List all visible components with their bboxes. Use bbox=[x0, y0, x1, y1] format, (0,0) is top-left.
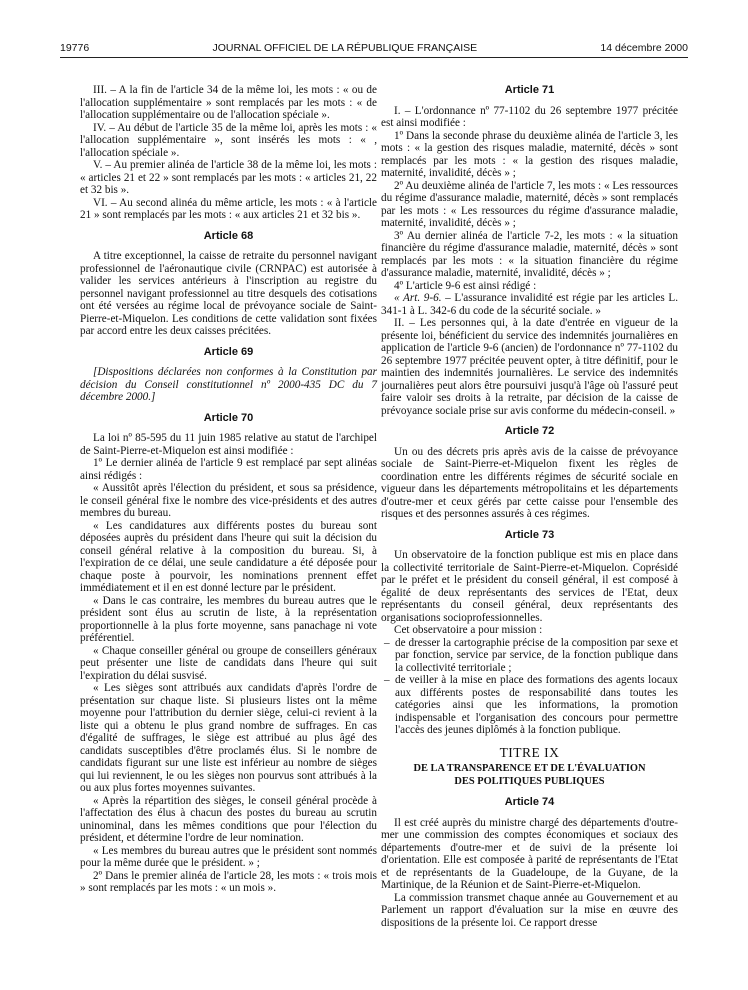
page-number: 19776 bbox=[60, 42, 90, 54]
article-70-paragraph-3: « Aussitôt après l'élection du président, et sous sa présidence, le conseil général fixe le nombre des vice-présidents et des autres membres du bureau. bbox=[80, 482, 377, 519]
journal-title: JOURNAL OFFICIEL DE LA RÉPUBLIQUE FRANÇAISE bbox=[212, 42, 478, 54]
article-69-paragraph: [Dispositions déclarées non conformes à la Constitution par décision du Conseil constitutionnel nº 2000-435 DC du 7 décembre 2000.] bbox=[80, 366, 377, 403]
publication-date: 14 décembre 2000 bbox=[600, 42, 688, 54]
article-71-paragraph-3: 2º Au deuxième alinéa de l'article 7, les mots : « Les ressources du régime d'assurance maladie, maternité, décès » sont remplacés par les mots : « Les ressources du régime d'assurance maladie, maternité, invalidité, décès » ; bbox=[381, 179, 678, 229]
paragraph-v: V. – Au premier alinéa de l'article 38 de la même loi, les mots : « articles 21 et 22 » sont remplacés par les mots : « articles 21, 22 et 32 bis ». bbox=[80, 159, 377, 196]
right-column bbox=[381, 84, 678, 929]
article-68-heading: Article 68 bbox=[203, 229, 254, 242]
article-70-paragraph-2: 1º Le dernier alinéa de l'article 9 est remplacé par sept alinéas ainsi rédigés : bbox=[80, 457, 377, 482]
article-9-6-text: – L'assurance invalidité est régie par les articles L. 341-1 à L. 342-6 du code de la sécurité sociale. » bbox=[381, 292, 679, 317]
article-71-heading: Article 71 bbox=[504, 84, 555, 96]
left-column bbox=[80, 84, 377, 895]
article-70-paragraph-6: « Chaque conseiller général ou groupe de conseillers généraux peut présenter une liste de candidats dans l'heure qui suit l'expiration du délai susvisé. bbox=[80, 644, 377, 682]
article-73-heading: Article 73 bbox=[504, 528, 555, 541]
article-74-paragraph-1: Il est créé auprès du ministre chargé des départements d'outre-mer une commission des comptes économiques et sociaux des départements d'outre-mer et de suivi de la présente loi d'orientation. Elle est composée à parité de représentants de l'Etat et de représentants de la Guadeloupe, de la Guyane, de la Martinique, de la Réunion et de Saint-Pierre-et-Miquelon. bbox=[381, 816, 678, 891]
article-70-paragraph-7: « Les sièges sont attribués aux candidats d'après l'ordre de présentation sur chaque liste. Si plusieurs listes ont la même moyenne pour l'attribution du dernier siège, celui-ci revient à la liste qui a obtenu le plus grand nombre de suffrages. En cas d'égalité de suffrages, le siège est attribué au plus âgé des candidats susceptibles d'être proclamés élus. Si le nombre de candidats figurant sur une liste est inférieur au nombre de sièges qui lui reviennent, le ou les sièges non pourvus sont attribués à la ou aux plus fortes moyennes suivantes. bbox=[80, 682, 377, 794]
article-71-paragraph-7: II. – Les personnes qui, à la date d'entrée en vigueur de la présente loi, bénéficient du service des indemnités journalières en application de l'article 9-6 (ancien) de l'ordonnance nº 77-1102 du 26 septembre 1977 précitée peuvent opter, à titre définitif, pour le maintien des indemnités journalières. Le service des indemnités journalières peut alors être poursuivi jusqu'à l'âge où l'assuré peut faire valoir ses droits à la retraite, par décision de la caisse de prévoyance sociale prise sur avis conforme du médecin-conseil. » bbox=[381, 317, 678, 417]
paragraph-vi: VI. – Au second alinéa du même article, les mots : « à l'article 21 » sont remplacés par les mots : « aux articles 21 et 32 bis ». bbox=[80, 196, 377, 221]
titre-heading: TITRE IX bbox=[499, 744, 560, 760]
article-70-paragraph-4: « Les candidatures aux différents postes du bureau sont déposées auprès du président dans l'heure qui suit la décision du conseil général relative à la composition du bureau. Si, à l'expiration de ce délai, une seule candidature a été déposée pour chaque poste à pourvoir, les nominations prennent effet immédiatement et il en est donné lecture par le président. bbox=[80, 519, 377, 594]
article-9-6-label: « Art. 9-6. bbox=[394, 292, 442, 304]
article-70-paragraph-1: La loi nº 85-595 du 11 juin 1985 relative au statut de l'archipel de Saint-Pierre-et-Miquelon est ainsi modifiée : bbox=[80, 432, 377, 457]
paragraph-iv: IV. – Au début de l'article 35 de la même loi, après les mots : « l'allocation supplémentaire », sont insérés les mots : « , l'allocation spéciale ». bbox=[80, 121, 377, 159]
article-71-paragraph-1: I. – L'ordonnance nº 77-1102 du 26 septembre 1977 précitée est ainsi modifiée : bbox=[381, 104, 678, 129]
article-71-paragraph-6 bbox=[381, 292, 678, 317]
article-71-paragraph-2: 1º Dans la seconde phrase du deuxième alinéa de l'article 3, les mots : « la gestion des risques maladie, maternité, décès » sont remplacés par les mots : « la gestion des risques maladie, maternité, invalidité, décès » ; bbox=[381, 129, 678, 179]
article-70-paragraph-8: « Après la répartition des sièges, le conseil général procède à l'affectation des élus à chacun des postes du bureau au scrutin uninominal, dans les mêmes conditions que pour l'élection du président, et détermine l'ordre de leur nomination. bbox=[80, 794, 377, 844]
article-73-paragraph-1: Un observatoire de la fonction publique est mis en place dans la collectivité territoriale de Saint-Pierre-et-Miquelon. Coprésidé par le préfet et le président du conseil général, il est composé à égalité de deux représentants des services de l'Etat, deux représentants du conseil général, deux représentants des organisations socioprofessionnelles. bbox=[381, 549, 678, 624]
article-71-paragraph-5: 4º L'article 9-6 est ainsi rédigé : bbox=[394, 279, 537, 292]
titre-subheading-line-1: DE LA TRANSPARENCE ET DE L'ÉVALUATION bbox=[413, 763, 646, 774]
article-70-heading: Article 70 bbox=[203, 411, 254, 424]
article-70-paragraph-5: « Dans le cas contraire, les membres du bureau autres que le président sont élus au scrutin de liste, à la représentation proportionnelle à la plus forte moyenne, sans panachage ni vote préférentiel. bbox=[80, 594, 377, 644]
article-71-paragraph-4: 3º Au dernier alinéa de l'article 7-2, les mots : « la situation financière du régime d'assurance maladie, maternité, décès » sont remplacés par les mots : « la situation financière du régime d'assurance maladie, maternité, invalidité, décès » ; bbox=[381, 229, 678, 279]
article-72-heading: Article 72 bbox=[504, 425, 555, 437]
titre-subheading bbox=[381, 763, 678, 788]
list-item: – de dresser la cartographie précise de la composition par sexe et par fonction, service par service, de la fonction publique dans la collectivité territoriale ; bbox=[381, 637, 678, 675]
article-69-heading: Article 69 bbox=[203, 345, 254, 358]
article-73-paragraph-2: Cet observatoire a pour mission : bbox=[394, 624, 543, 636]
article-72-paragraph: Un ou des décrets pris après avis de la caisse de prévoyance sociale de Saint-Pierre-et-Miquelon fixent les règles de coordination entre les différents régimes de sécurité sociale en vigueur dans les départements métropolitains et les départements d'outre-mer et ceux gérés par cette caisse pour l'ensemble des risques et des personnes assurés à ces régimes. bbox=[381, 445, 678, 520]
article-74-heading: Article 74 bbox=[504, 796, 555, 808]
titre-subheading-line-2: DES POLITIQUES PUBLIQUES bbox=[454, 775, 605, 787]
article-70-paragraph-10: 2º Dans le premier alinéa de l'article 28, les mots : « trois mois » sont remplacés par les mots : « un mois ». bbox=[80, 869, 377, 894]
list-item: – de veiller à la mise en place des formations des agents locaux aux différents postes de responsabilité dans toutes les catégories ainsi que les informations, la promotion indispensable et l'organisation des concours pour permettre l'accès des jeunes diplômés à la fonction publique. bbox=[381, 674, 678, 737]
article-70-paragraph-9: « Les membres du bureau autres que le président sont nommés pour la même durée que le président. » ; bbox=[80, 844, 377, 869]
article-68-paragraph: A titre exceptionnel, la caisse de retraite du personnel navigant professionnel de l'aéronautique civile (CRNPAC) est autorisée à valider les services antérieurs à l'inscription au registre du personnel navigant professionnel au titre desquels des cotisations ont été versées au régime local de prévoyance sociale de Saint-Pierre-et-Miquelon. Les conditions de cette validation sont fixées par accord entre les deux caisses précitées. bbox=[80, 250, 377, 337]
header-divider bbox=[60, 57, 688, 58]
mission-list bbox=[381, 637, 678, 737]
paragraph-iii: III. – A la fin de l'article 34 de la même loi, les mots : « ou de l'allocation supplémentaire » sont remplacés par les mots : « de l'allocation supplémentaire ou de l'allocation spéciale ». bbox=[80, 84, 377, 121]
article-74-paragraph-2: La commission transmet chaque année au Gouvernement et au Parlement un rapport d'évaluation sur la mise en œuvre des dispositions de la présente loi. Ce rapport dresse bbox=[381, 891, 678, 929]
page-header bbox=[60, 40, 688, 56]
